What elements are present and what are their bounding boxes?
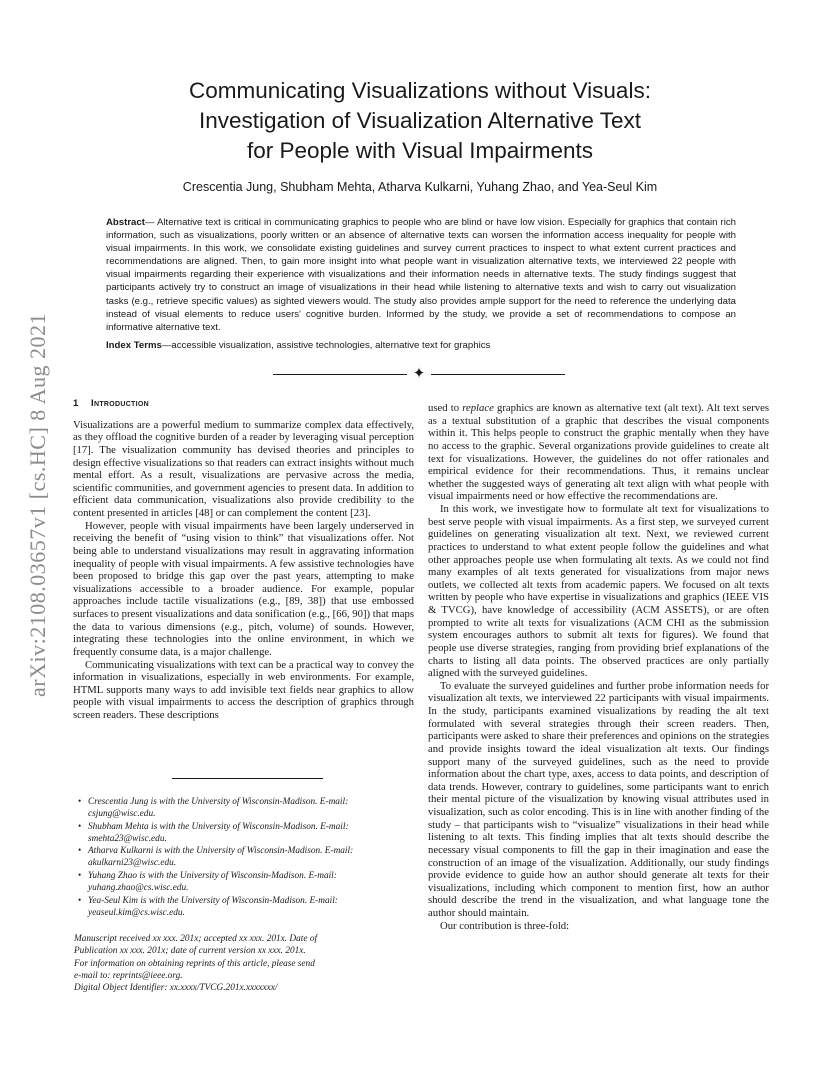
abstract-label: Abstract [106, 217, 145, 228]
bullet: • [78, 846, 82, 857]
author-email: smehta23@wisc.edu. [88, 833, 167, 844]
section-divider [273, 366, 565, 384]
footnote-item [78, 870, 418, 894]
footnote-item [78, 796, 418, 820]
paragraph-rest: graphics are known as alternative text (alt text). Alt text serves as a textual substitution of a graphic that describes the visual components within it. This helps people to construct the graphic mentally when they have no access to the graphic. Several organizations provide guidelines to create alt text for visualizations. However, the guidelines do not offer rationales and empirical evidence for their recommendations. Thus, it remains unclear whether the suggested ways of generating alt text align with what people with visual impairments need or how effective the recommendations are. [428, 402, 770, 503]
footnote-item [78, 845, 418, 869]
affiliation-text: Crescentia Jung is with the University of Wisconsin-Madison. E-mail: [88, 797, 349, 807]
index-terms-text: —accessible visualization, assistive technologies, alternative text for graphics [161, 340, 491, 351]
manuscript-info [74, 933, 414, 994]
emphasis: replace [462, 402, 494, 414]
bullet: • [78, 871, 82, 882]
footnote-item [78, 895, 418, 919]
author-email: yuhang.zhao@cs.wisc.edu. [88, 883, 189, 894]
paragraph-start: used to [428, 402, 463, 414]
affiliation-text: Shubham Mehta is with the University of Wisconsin-Madison. E-mail: [88, 821, 349, 832]
bullet: • [78, 895, 82, 906]
footnote-item [78, 821, 418, 845]
title-line-1: Communicating Visualizations without Visuals: [189, 78, 651, 103]
author-email: csjung@wisc.edu. [88, 809, 156, 820]
divider-line-right [431, 374, 565, 375]
index-terms [106, 339, 736, 352]
right-column [428, 402, 769, 932]
arxiv-sidebar [16, 290, 60, 720]
arxiv-identifier: arXiv:2108.03657v1 [cs.HC] 8 Aug 2021 [25, 313, 50, 697]
section-number: 1 [73, 398, 79, 409]
footnote-rule [172, 778, 323, 779]
bullet: • [78, 821, 82, 832]
divider-diamond-icon: ✦ [412, 366, 426, 382]
left-column [73, 398, 414, 722]
paragraph: Visualizations are a powerful medium to summarize complex data effectively, as they offload the cognitive burden of a reader by leveraging visual perception [17]. The visualization community has devised theories and principles to design effective visualizations so that readers can extract insights without much mental effort. As a result, visualizations are pervasive across the media, scientific communities, and government agencies to present data. In addition to efficient data communication, visualizations also provide credibility to the content presented in articles [48] or can complement the content [23]. [73, 418, 414, 519]
paragraph: To evaluate the surveyed guidelines and further probe information needs for visualization alt texts, we interviewed 22 participants with visual impairments. In the study, participants examined visualizations by reading the alt text formulated with several strategies through their screen readers. Then, participants were asked to share their preferences and opinions on the strategies and provide insights toward the ideal visualization alt texts. Our findings support many of the surveyed guidelines, such as the need to provide information about the chart type, axes, access to data points, and description of data trends. However, contrary to guidelines, some participants want to enrich their mental picture of the visualization by knowing visual attributes used in visualization, such as color encoding. This is in line with another finding of the study – that participants wish to “visualize” visualizations in their head while listening to alt texts. This finding implies that alt texts should describe the necessary visual components to fill the gap in their imagination and ease the construction of an image of the visualization. Additionally, our study findings provide evidence to guide how an author should generate alt texts for their visualizations, including which component to mention first, how an author should describe the trend in the visualization, and what language tone the author should maintain. [428, 679, 769, 919]
abstract [106, 216, 736, 334]
paper-title [110, 76, 730, 166]
paragraph [428, 402, 769, 503]
affiliation-text: Atharva Kulkarni is with the University of Wisconsin-Madison. E-mail: [88, 846, 354, 857]
author-affiliations [78, 796, 418, 919]
author-list: Crescentia Jung, Shubham Mehta, Atharva Kulkarni, Yuhang Zhao, and Yea-Seul Kim [182, 180, 658, 194]
title-line-2: Investigation of Visualization Alternative Text [199, 108, 641, 133]
manuscript-line: Manuscript received xx xxx. 201x; accepted xx xxx. 201x. Date of [74, 934, 318, 944]
index-terms-label: Index Terms [106, 340, 162, 351]
manuscript-line: Publication xx xxx. 201x; date of current version xx xxx. 201x. [74, 946, 306, 957]
section-title: Introduction [91, 398, 149, 409]
paragraph: In this work, we investigate how to formulate alt text for visualizations to best serve people with visual impairments. As a first step, we surveyed current guidelines on generating visualization alt text. Next, we reviewed current practices to understand to what extent people follow the guidelines and what other approaches people use when formulating alt texts. As we could not find many examples of alt texts generated for visualizations from major news outlets, we collected alt texts from academic papers. We focused on alt texts written by people who have expertise in visualizations and graphics (IEEE VIS & TVCG), have knowledge of accessibility (ACM ASSETS), or are often prompted to write alt texts for visualizations (ACM CHI as the submission system encourages authors to submit alt texts for figures). We found that people use diverse strategies, ranging from providing brief explanations of the charts to listing all data points. The observed practices are only partially aligned with the surveyed guidelines. [428, 503, 769, 680]
paragraph: Communicating visualizations with text can be a practical way to convey the information in visualizations, especially in web environments. For example, HTML supports many ways to add invisible text fields near graphics to allow people with visual impairments to access the description of graphics through screen readers. These descriptions [73, 658, 414, 721]
manuscript-line: For information on obtaining reprints of this article, please send [74, 958, 315, 969]
affiliation-text: Yea-Seul Kim is with the University of Wisconsin-Madison. E-mail: [88, 895, 338, 906]
abstract-text: — Alternative text is critical in communicating graphics to people who are blind or have low vision. Especially for graphics that contain rich information, such as visualizations, poorly written or an absence of alternative texts can worsen the information access inequality for people with visual impairments. In this work, we consolidate existing guidelines and survey current practices to inspect to what extent current practices and recommendations are aligned. Then, to gain more insight into what people want in visualization alternative texts, we interviewed 22 people with visual impairments regarding their experience with visualizations and their information needs in alternative texts. The study findings suggest that participants actively try to construct an image of visualizations in their head while listening to alternative texts and wish to carry out visualization tasks (e.g., retrieve specific values) as sighted viewers would. The study also provides ample support for the need to reference the underlying data instead of visual elements to reduce users' cognitive burden. Informed by the study, we provide a set of recommendations to compose an informative alternative text. [106, 217, 736, 333]
title-line-3: for People with Visual Impairments [247, 138, 593, 163]
section-heading [73, 398, 414, 411]
manuscript-line: Digital Object Identifier: xx.xxxx/TVCG.201x.xxxxxxx/ [74, 983, 278, 994]
paragraph: However, people with visual impairments have been largely underserved in receiving the benefit of “using vision to think” that visualizations offer. Not being able to understand visualizations may result in aggravating information inequality of people with visual impairments. A few assistive technologies have been proposed to bridge this gap over the past years, attempting to make visualizations accessible to a broader audience. For example, popular approaches include tactile visualizations (e.g., [89, 38]) that use embossed surfaces to present visualizations and data sonification (e.g., [66, 90]) that maps the data to various dimensions (e.g., pitch, volume) of sounds. However, integrating these technologies into the online environment, in which we frequently consume data, is a major challenge. [73, 519, 415, 658]
bullet: • [78, 797, 82, 807]
affiliation-text: Yuhang Zhao is with the University of Wisconsin-Madison. E-mail: [88, 871, 337, 882]
author-email: akulkarni23@wisc.edu. [88, 858, 177, 869]
author-email: yeaseul.kim@cs.wisc.edu. [88, 907, 185, 918]
manuscript-line: e-mail to: reprints@ieee.org. [74, 970, 183, 981]
paragraph: Our contribution is three-fold: [440, 919, 570, 932]
